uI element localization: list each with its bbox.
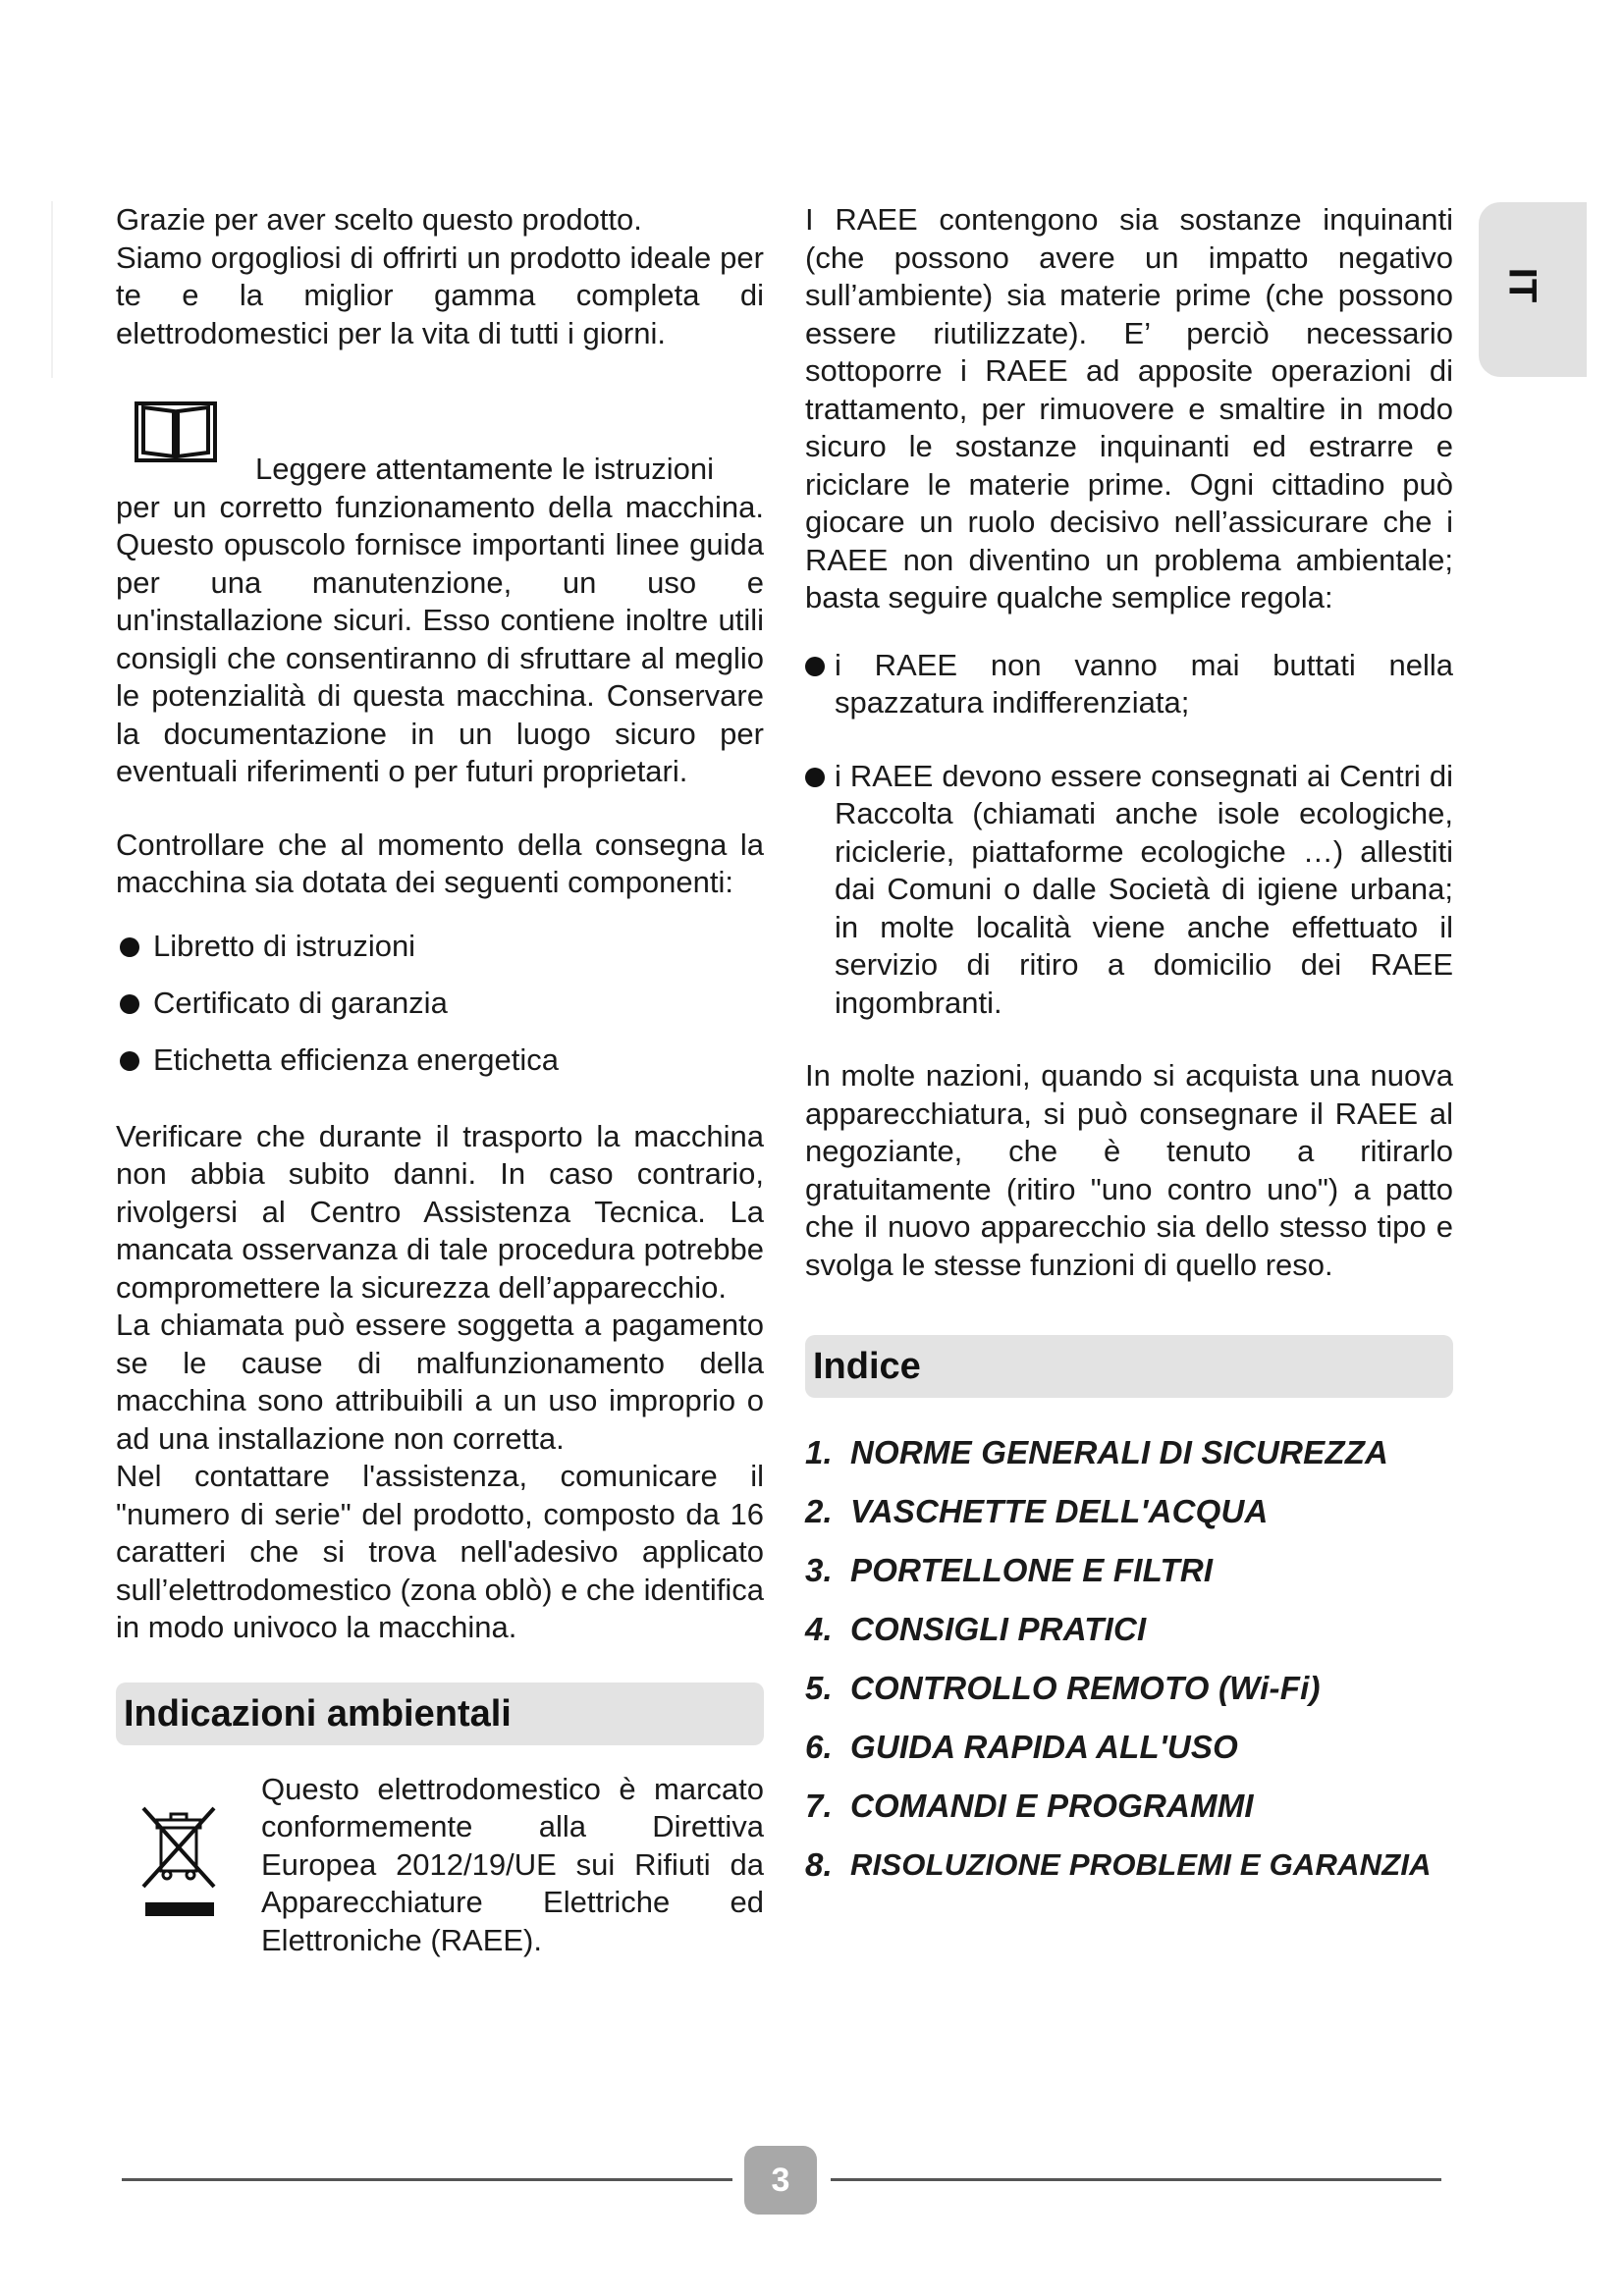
env-heading: Indicazioni ambientali <box>116 1682 764 1745</box>
footer-rule-right <box>831 2178 1441 2181</box>
margin-rule <box>51 201 53 378</box>
index-item[interactable]: 7. COMANDI E PROGRAMMI <box>805 1788 1254 1824</box>
index-item[interactable]: 1. NORME GENERALI DI SICUREZZA <box>805 1434 1389 1470</box>
call-cost-text: La chiamata può essere soggetta a pagamento se le cause di malfunzionamento della macchina sono attribuibili a un uso improprio o ad una installazione non corretta. <box>116 1308 764 1456</box>
index-list <box>805 1433 1453 1885</box>
index-item[interactable]: 8. RISOLUZIONE PROBLEMI E GARANZIA <box>805 1846 1432 1883</box>
index-heading: Indice <box>805 1335 1453 1398</box>
index-item[interactable]: 2. VASCHETTE DELL'ACQUA <box>805 1493 1269 1529</box>
bullet-icon <box>805 657 825 676</box>
raee-text: I RAEE contengono sia sostanze inquinanti (che possono avere un impatto negativo sull’ambiente) sia materie prime (che possono essere riutilizzate). E’ perciò necessario sottoporre i RAEE ad apposite operazioni di trattamento, per rimuovere e smaltire in modo sicuro le sostanze inquinanti ed estrarre e riciclare le materie prime. Ogni cittadino può giocare un ruolo decisivo nell’assicurare che i RAEE non diventino un problema ambientale; basta seguire qualche semplice regola: <box>805 202 1453 614</box>
bullet-icon <box>805 768 825 787</box>
components-list <box>116 928 764 1079</box>
list-item: Certificato di garanzia <box>116 985 764 1022</box>
weee-text: Questo elettrodomestico è marcato conformemente alla Direttiva Europea 2012/19/UE sui Rifiuti da Apparecchiature Elettriche ed Elettroniche (RAEE). <box>261 1771 764 1957</box>
language-tab-label: IT <box>1500 267 1544 303</box>
list-item: Libretto di istruzioni <box>116 928 764 965</box>
language-tab <box>1479 202 1587 377</box>
open-book-icon <box>134 398 218 464</box>
left-column <box>116 201 764 1959</box>
weee-notice <box>116 1771 764 1960</box>
raee-rule-item: i RAEE devono essere consegnati ai Centri di Raccolta (chiamati anche isole ecologiche, riciclerie, piattaforme ecologiche …) allestiti dai Comuni o dalle Società di igiene urbana; in molte località viene anche effettuato il servizio di ritiro a domicilio dei RAEE ingombranti. <box>805 758 1453 1023</box>
index-item[interactable]: 3. PORTELLONE E FILTRI <box>805 1552 1214 1588</box>
transport-text: Verificare che durante il trasporto la macchina non abbia subito danni. In caso contrario, rivolgersi al Centro Assistenza Tecnica. La mancata osservanza di tale procedura potrebbe compromettere la sicurezza dell’apparecchio. <box>116 1118 764 1305</box>
manual-text: per un corretto funzionamento della macchina. Questo opuscolo fornisce importanti linee guida per una manutenzione, un uso e un'installazione sicuri. Esso contiene inoltre utili consigli che consentiranno di sfruttare al meglio le potenzialità di questa macchina. Conservare la documentazione in un luogo sicuro per eventuali riferimenti o per futuri proprietari. <box>116 489 764 788</box>
crossed-bin-icon <box>139 1804 218 1922</box>
countries-text: In molte nazioni, quando si acquista una nuova apparecchiatura, si può consegnare il RAEE al negoziante, che è tenuto a ritirarlo gratuitamente (ritiro "uno contro uno") a patto che il nuovo apparecchio sia dello stesso tipo e svolga le stesse funzioni di quello reso. <box>805 1058 1453 1282</box>
list-item: Etichetta efficienza energetica <box>116 1041 764 1079</box>
right-column <box>805 201 1453 1904</box>
check-components-text: Controllare che al momento della consegna la macchina sia dotata dei seguenti componenti: <box>116 827 764 899</box>
intro-thanks: Grazie per aver scelto questo prodotto. <box>116 202 642 237</box>
index-item[interactable]: 4. CONSIGLI PRATICI <box>805 1611 1147 1647</box>
raee-rule-item: i RAEE non vanno mai buttati nella spazzatura indifferenziata; <box>805 647 1453 722</box>
index-item[interactable]: 5. CONTROLLO REMOTO (Wi-Fi) <box>805 1670 1321 1706</box>
intro-pride: Siamo orgogliosi di offrirti un prodotto ideale per te e la miglior gamma completa di elettrodomestici per la vita di tutti i giorni. <box>116 240 764 350</box>
assistance-text: Nel contattare l'assistenza, comunicare il "numero di serie" del prodotto, composto da 16 caratteri che si trova nell'adesivo applicato sull’elettrodomestico (zona oblò) e che identifica in modo univoco la macchina. <box>116 1459 764 1644</box>
footer-rule-left <box>122 2178 732 2181</box>
index-item[interactable]: 6. GUIDA RAPIDA ALL'USO <box>805 1729 1239 1765</box>
manual-notice <box>116 398 764 791</box>
manual-first-line: Leggere attentamente le istruzioni <box>255 452 715 486</box>
page-number: 3 <box>744 2146 817 2215</box>
